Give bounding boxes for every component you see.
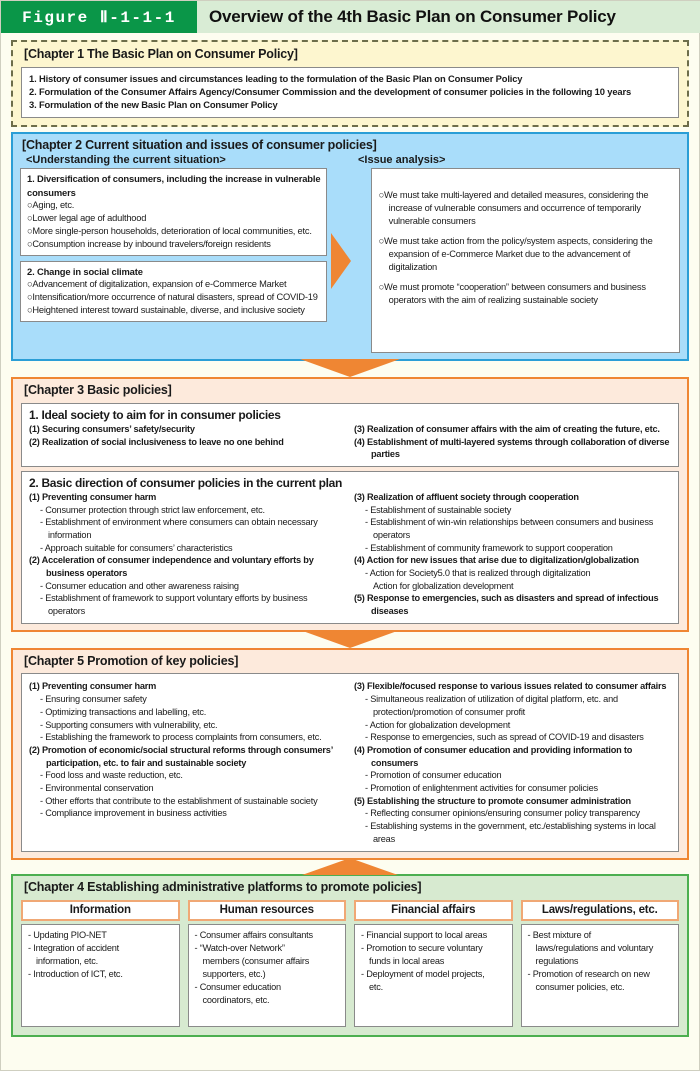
chapter-4-card-information (21, 900, 180, 1027)
list-item: - Introduction of ICT, etc. (28, 969, 123, 980)
arrow-chapter4-to-chapter5 (11, 860, 689, 874)
chapter-2-flow-arrow (327, 168, 354, 353)
list-item: - Promotion of research on new (527, 969, 650, 980)
card-heading: Laws/regulations, etc. (521, 900, 680, 921)
card-list (528, 929, 674, 994)
chapter-2-box-1 (20, 168, 327, 256)
chapter-2-box-1-list (27, 199, 320, 251)
list-item: - Establishing systems in the government, etc./establishing systems in local areas (365, 821, 656, 844)
column-right (350, 680, 671, 845)
list-item: - Supporting consumers with vulnerability, etc. (40, 719, 218, 730)
chapter-5-right-list (354, 680, 671, 845)
arrow-chapter2-to-chapter3 (11, 361, 689, 377)
list-item: ○Intensification/more occurrence of natural disasters, spread of COVID-19 (27, 292, 318, 303)
list-item: (2) Promotion of economic/social structural reforms through consumers’ participation, etc. to fair and sustainable society (29, 744, 333, 768)
list-item: (3) Realization of consumer affairs with the aim of creating the future, etc. (354, 423, 660, 434)
chapter-1-item: 2. Formulation of the Consumer Affairs Agency/Consumer Commission and the development of consumer policies in the following 10 years (29, 85, 632, 97)
chapter-4-card-laws-regulations (521, 900, 680, 1027)
list-item: - Integration of accident (28, 943, 120, 954)
list-item: funds in local areas (369, 956, 445, 967)
card-list (195, 929, 341, 1007)
list-item: - “Watch-over Network” (194, 943, 285, 954)
chapter-5-left-list (29, 680, 344, 820)
list-item: - Promotion to secure voluntary (361, 943, 483, 954)
list-item: (2) Acceleration of consumer independence and voluntary efforts by business operators (29, 555, 314, 579)
chapter-1-content-box (21, 67, 679, 118)
list-item: - Establishment of environment where consumers can obtain necessary information (40, 517, 318, 541)
figure-body (1, 33, 699, 1043)
column-left (29, 680, 350, 845)
chapter-3-title: [Chapter 3 Basic policies] (24, 383, 172, 398)
list-item: (4) Establishment of multi-layered systems through collaboration of diverse parties (354, 436, 670, 460)
list-item: ○Heightened interest toward sustainable, diverse, and inclusive society (27, 305, 305, 316)
list-item: - Financial support to local areas (361, 930, 487, 941)
list-item: (4) Action for new issues that arise due to digitalization/globalization (354, 555, 639, 566)
list-item: - Food loss and waste reduction, etc. (40, 770, 183, 781)
card-body (188, 924, 347, 1027)
chapter-3-section-2-heading: 2. Basic direction of consumer policies in the current plan (29, 475, 343, 490)
card-list (361, 929, 507, 994)
list-item: ○We must promote “cooperation” between consumers and business operators with the aim of realizing sustainable society (378, 282, 646, 306)
list-item: (1) Preventing consumer harm (29, 491, 157, 502)
list-item: (3) Realization of affluent society through cooperation (354, 491, 579, 502)
chapter-3-s2-right-list (354, 491, 671, 618)
column-left (29, 423, 350, 461)
list-item: ○We must take action from the policy/system aspects, considering the expansion of e-Commerce Market due to the advancement of digitalization (378, 236, 653, 273)
list-item: - Compliance improvement in business activities (40, 808, 227, 819)
list-item: - Response to emergencies, such as spread of COVID-19 and disasters (365, 732, 644, 743)
chapter-1-item: 3. Formulation of the new Basic Plan on Consumer Policy (29, 99, 278, 111)
list-item: - Action for globalization development (365, 719, 511, 730)
chapter-4-cards (21, 900, 679, 1027)
chapter-2-box-2-heading: 2. Change in social climate (27, 266, 143, 278)
chapter-1-item: 1. History of consumer issues and circumstances leading to the formulation of the Basic Plan on Consumer Policy (29, 72, 523, 84)
chapter-2-box-2-list (27, 278, 320, 317)
list-item: members (consumer affairs (202, 956, 310, 967)
chapter-4-card-financial-affairs (354, 900, 513, 1027)
chapter-5-block (11, 648, 689, 861)
chapter-3-s1-right-list (354, 423, 671, 461)
chapter-2-box-2 (20, 261, 327, 322)
card-list (28, 929, 174, 981)
list-item: ○Aging, etc. (27, 199, 75, 210)
chapter-1-title: [Chapter 1 The Basic Plan on Consumer Policy] (24, 47, 298, 61)
chapter-1-block (11, 40, 689, 127)
list-item: - Consumer education (194, 982, 281, 993)
chapter-2-title: [Chapter 2 Current situation and issues of consumer policies] (22, 137, 377, 152)
chapter-3-section-1-heading: 1. Ideal society to aim for in consumer policies (29, 407, 281, 422)
list-item: ○More single-person households, deterioration of local communities, etc. (27, 226, 312, 236)
chapter-3-section-2-columns (29, 491, 671, 618)
chapter-4-block (11, 874, 689, 1037)
card-body (21, 924, 180, 1027)
chapter-5-content-box (21, 673, 679, 852)
list-item: (5) Response to emergencies, such as disasters and spread of infectious diseases (354, 593, 659, 617)
list-item: - Action for Society5.0 that is realized through digitalization (365, 568, 591, 579)
card-body (354, 924, 513, 1027)
list-item: - Deployment of model projects, (361, 969, 485, 980)
chapter-5-columns (29, 680, 671, 845)
chapter-3-s1-left-list (29, 423, 344, 448)
list-item: - Establishment of community framework to support cooperation (365, 542, 613, 553)
list-item: ○Consumption increase by inbound travelers/foreign residents (27, 239, 271, 250)
chapter-3-section-1-columns (29, 423, 671, 461)
chapter-3-s2-left-list (29, 491, 344, 618)
list-item: Action for globalization development (373, 580, 514, 591)
list-item: - Environmental conservation (40, 782, 154, 793)
list-item: (4) Promotion of consumer education and providing information to consumers (354, 744, 633, 768)
chapter-2-right-heading: <Issue analysis> (358, 154, 446, 167)
list-item: - Other efforts that contribute to the establishment of sustainable society (40, 795, 318, 806)
list-item: - Best mixture of (527, 930, 591, 941)
chapter-2-columns (20, 168, 680, 353)
chapter-2-issue-box (371, 168, 680, 353)
list-item: - Ensuring consumer safety (40, 694, 147, 705)
chapter-2-left-column (20, 168, 327, 322)
chapter-3-block (11, 377, 689, 632)
card-heading: Financial affairs (354, 900, 513, 921)
list-item: (1) Securing consumers’ safety/security (29, 423, 195, 434)
chapter-5-title: [Chapter 5 Promotion of key policies] (24, 653, 239, 668)
list-item: (1) Preventing consumer harm (29, 681, 157, 692)
list-item: information, etc. (36, 956, 98, 967)
list-item: (3) Flexible/focused response to various issues related to consumer affairs (354, 681, 667, 692)
list-item: (5) Establishing the structure to promote consumer administration (354, 795, 631, 806)
column-left (29, 491, 350, 618)
column-right (350, 491, 671, 618)
chapter-4-title: [Chapter 4 Establishing administrative platforms to promote policies] (24, 880, 422, 895)
list-item: ○Advancement of digitalization, expansion of e-Commerce Market (27, 279, 287, 290)
figure-header (1, 1, 700, 33)
list-item: - Simultaneous realization of utilization of digital platform, etc. and protection/promotion of consumer profit (365, 694, 618, 717)
list-item: laws/regulations and voluntary (535, 943, 654, 954)
chapter-2-left-heading: <Understanding the current situation> (26, 154, 226, 167)
list-item: (2) Realization of social inclusiveness to leave no one behind (29, 436, 284, 447)
chapter-2-issue-list (379, 189, 672, 307)
arrow-chapter3-to-chapter5 (11, 632, 689, 648)
list-item: - Optimizing transactions and labelling, etc. (40, 706, 207, 717)
chapter-3-section-2 (21, 471, 679, 624)
card-body (521, 924, 680, 1027)
list-item: coordinators, etc. (202, 995, 270, 1006)
list-item: - Establishment of win-win relationships between consumers and business operators (365, 517, 654, 541)
figure-title: Overview of the 4th Basic Plan on Consumer Policy (197, 1, 700, 33)
list-item: - Establishment of sustainable society (365, 504, 512, 515)
chapter-2-block (11, 132, 689, 362)
list-item: - Establishing the framework to process complaints from consumers, etc. (40, 732, 322, 743)
list-item: ○We must take multi-layered and detailed measures, considering the increase of vulnerable consumers and occurrence of temporarily vulnerable consumers (378, 190, 649, 227)
figure-number-tag: Figure Ⅱ-1-1-1 (1, 1, 197, 33)
column-right (350, 423, 671, 461)
list-item: consumer policies, etc. (535, 982, 625, 993)
list-item: regulations (535, 956, 579, 967)
list-item: ○Lower legal age of adulthood (27, 212, 147, 223)
list-item: - Consumer education and other awareness raising (40, 580, 239, 591)
list-item: - Promotion of enlightenment activities for consumer policies (365, 782, 598, 793)
list-item: - Promotion of consumer education (365, 770, 502, 781)
arrow-right-icon (331, 233, 351, 289)
chapter-2-box-1-heading: 1. Diversification of consumers, including the increase in vulnerable consumers (27, 173, 321, 198)
card-heading: Human resources (188, 900, 347, 921)
chapter-2-right-column (371, 168, 680, 353)
chapter-4-card-human-resources (188, 900, 347, 1027)
list-item: - Consumer protection through strict law enforcement, etc. (40, 504, 265, 515)
list-item: - Reflecting consumer opinions/ensuring consumer policy transparency (365, 808, 640, 819)
list-item: - Consumer affairs consultants (194, 930, 313, 941)
list-item: - Updating PIO-NET (28, 930, 107, 941)
card-heading: Information (21, 900, 180, 921)
chapter-2-column-headings (20, 154, 680, 166)
list-item: supporters, etc.) (202, 969, 266, 980)
list-item: - Establishment of framework to support voluntary efforts by business operators (40, 593, 308, 617)
list-item: etc. (369, 982, 384, 993)
list-item: - Approach suitable for consumers’ characteristics (40, 542, 233, 553)
chapter-3-section-1 (21, 403, 679, 467)
